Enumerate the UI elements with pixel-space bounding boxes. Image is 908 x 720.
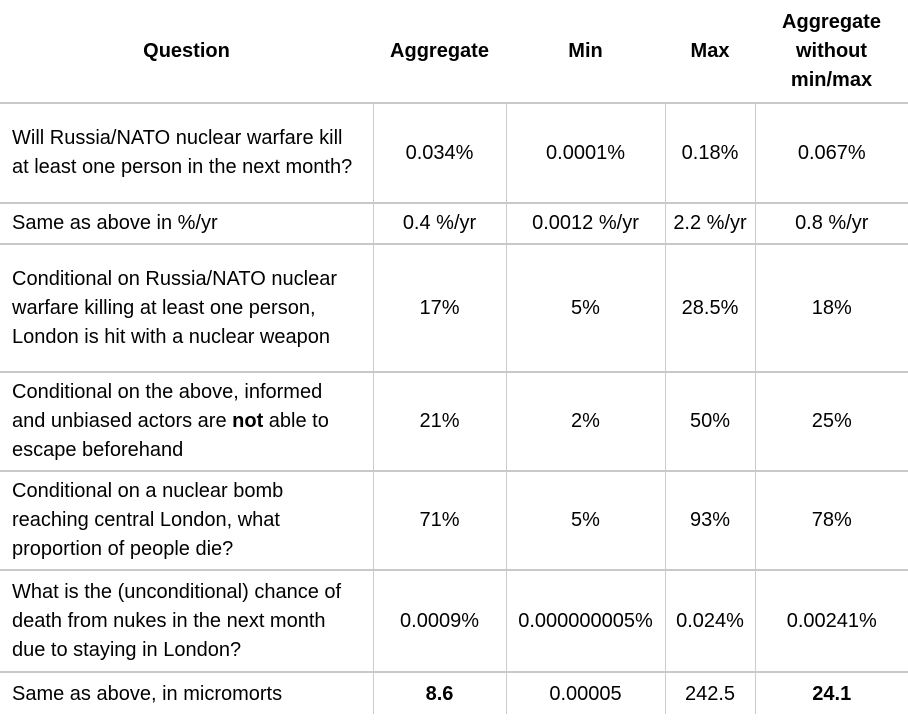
aggregate-without-minmax-cell: 0.8 %/yr bbox=[755, 203, 908, 244]
min-cell: 0.000000005% bbox=[506, 570, 665, 672]
aggregate-cell: 0.4 %/yr bbox=[373, 203, 506, 244]
question-cell: Conditional on Russia/NATO nuclear warfare killing at least one person, London is hit with a nuclear weapon bbox=[0, 244, 373, 372]
min-cell: 0.0001% bbox=[506, 103, 665, 203]
header-aggregate: Aggregate bbox=[373, 0, 506, 103]
max-cell: 2.2 %/yr bbox=[665, 203, 755, 244]
table-row bbox=[0, 244, 908, 372]
header-row bbox=[0, 0, 908, 103]
aggregate-without-minmax-cell: 24.1 bbox=[755, 672, 908, 714]
aggregate-without-minmax-cell: 25% bbox=[755, 372, 908, 471]
question-cell: What is the (unconditional) chance of death from nukes in the next month due to staying in London? bbox=[0, 570, 373, 672]
aggregate-without-minmax-cell: 0.00241% bbox=[755, 570, 908, 672]
question-text-segment-bold: not bbox=[232, 410, 264, 432]
aggregate-cell: 0.0009% bbox=[373, 570, 506, 672]
question-cell: Will Russia/NATO nuclear warfare kill at least one person in the next month? bbox=[0, 103, 373, 203]
aggregate-cell: 0.034% bbox=[373, 103, 506, 203]
aggregate-cell: 21% bbox=[373, 372, 506, 471]
min-cell: 0.0012 %/yr bbox=[506, 203, 665, 244]
question-text-segment: Conditional on the above, informed and unbiased actors are bbox=[12, 381, 323, 432]
max-cell: 242.5 bbox=[665, 672, 755, 714]
table-row bbox=[0, 203, 908, 244]
max-cell: 28.5% bbox=[665, 244, 755, 372]
table-row bbox=[0, 570, 908, 672]
table-row bbox=[0, 471, 908, 570]
table-row bbox=[0, 103, 908, 203]
question-cell bbox=[0, 372, 373, 471]
max-cell: 93% bbox=[665, 471, 755, 570]
question-cell: Conditional on a nuclear bomb reaching central London, what proportion of people die? bbox=[0, 471, 373, 570]
question-text-segment: able to escape beforehand bbox=[12, 410, 329, 461]
aggregate-without-minmax-cell: 18% bbox=[755, 244, 908, 372]
aggregate-without-minmax-cell: 0.067% bbox=[755, 103, 908, 203]
min-cell: 0.00005 bbox=[506, 672, 665, 714]
header-aggregate-without-minmax: Aggregate without min/max bbox=[755, 0, 908, 103]
max-cell: 50% bbox=[665, 372, 755, 471]
table-row bbox=[0, 672, 908, 714]
min-cell: 2% bbox=[506, 372, 665, 471]
question-cell: Same as above in %/yr bbox=[0, 203, 373, 244]
table-row bbox=[0, 372, 908, 471]
aggregate-cell: 17% bbox=[373, 244, 506, 372]
max-cell: 0.024% bbox=[665, 570, 755, 672]
min-cell: 5% bbox=[506, 471, 665, 570]
question-cell: Same as above, in micromorts bbox=[0, 672, 373, 714]
aggregate-cell: 8.6 bbox=[373, 672, 506, 714]
aggregate-cell: 71% bbox=[373, 471, 506, 570]
aggregate-without-minmax-cell: 78% bbox=[755, 471, 908, 570]
min-cell: 5% bbox=[506, 244, 665, 372]
header-max: Max bbox=[665, 0, 755, 103]
max-cell: 0.18% bbox=[665, 103, 755, 203]
header-min: Min bbox=[506, 0, 665, 103]
header-question: Question bbox=[0, 0, 373, 103]
